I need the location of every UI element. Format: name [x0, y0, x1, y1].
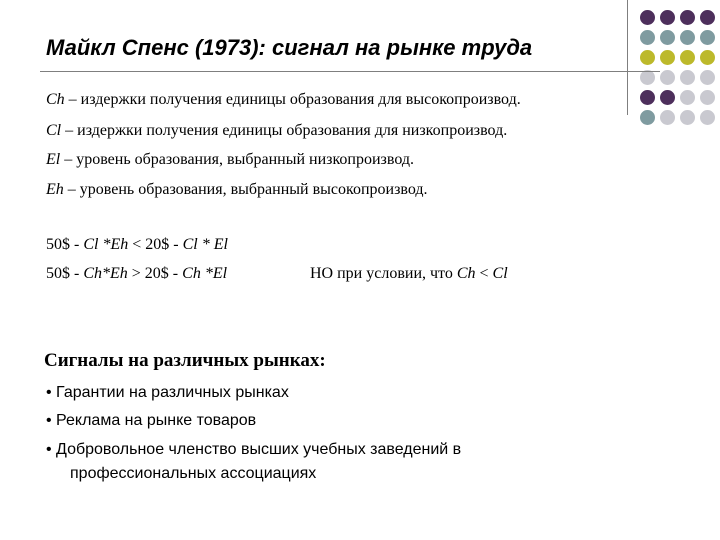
decorative-dot — [660, 110, 675, 125]
vertical-divider — [627, 0, 628, 115]
decorative-dot — [700, 10, 715, 25]
decorative-dot — [640, 110, 655, 125]
decorative-dot — [680, 110, 695, 125]
decorative-dot — [640, 50, 655, 65]
decorative-dot — [700, 50, 715, 65]
decorative-dot — [660, 10, 675, 25]
decorative-dot — [680, 90, 695, 105]
section-heading: Сигналы на различных рынках: — [44, 350, 326, 371]
decorative-dot — [660, 70, 675, 85]
definition-el — [46, 150, 414, 170]
definition-eh — [46, 180, 428, 200]
inequality-high — [46, 264, 227, 284]
condition-part: < — [475, 265, 493, 282]
horizontal-divider — [40, 71, 660, 72]
slide-title: Майкл Спенс (1973): сигнал на рынке труда — [46, 35, 533, 60]
inequality-part: 50$ - — [46, 236, 84, 253]
decorative-dot — [680, 30, 695, 45]
symbol-cl: Cl — [46, 122, 62, 139]
decorative-dot — [700, 30, 715, 45]
decorative-dot — [640, 30, 655, 45]
definition-text: – издержки получения единицы образования для высокопроизвод. — [64, 91, 521, 108]
definition-cl — [46, 121, 507, 141]
decorative-dot — [640, 90, 655, 105]
definition-text: – издержки получения единицы образования для низкопроизвод. — [61, 122, 508, 139]
inequality-term: Ch *El — [182, 265, 228, 282]
decorative-dot — [700, 70, 715, 85]
decorative-dot — [680, 10, 695, 25]
decorative-dot-grid — [640, 10, 720, 140]
condition-part: НО при условии, что — [310, 265, 457, 282]
decorative-dot — [700, 90, 715, 105]
inequality-low — [46, 235, 228, 255]
definition-text: – уровень образования, выбранный высокопроизвод. — [63, 181, 428, 198]
definition-ch — [46, 90, 521, 110]
symbol-el: El — [46, 151, 61, 168]
inequality-term: Ch*Eh — [83, 265, 128, 282]
symbol-eh: Eh — [46, 181, 64, 198]
decorative-dot — [680, 70, 695, 85]
decorative-dot — [680, 50, 695, 65]
definition-text: – уровень образования, выбранный низкопроизвод. — [60, 151, 414, 168]
inequality-part: > 20$ - — [127, 265, 183, 282]
decorative-dot — [640, 70, 655, 85]
inequality-part: 50$ - — [46, 265, 84, 282]
condition-text — [310, 264, 508, 284]
decorative-dot — [660, 30, 675, 45]
list-item: • Добровольное членство высших учебных заведений в — [46, 441, 462, 458]
symbol-ch: Ch — [46, 91, 65, 108]
condition-term: Ch — [456, 265, 476, 282]
list-item: • Реклама на рынке товаров — [46, 412, 257, 429]
decorative-dot — [640, 10, 655, 25]
list-item: • Гарантии на различных рынках — [46, 384, 289, 401]
decorative-dot — [660, 50, 675, 65]
list-item-continuation: профессиональных ассоциациях — [70, 465, 317, 482]
inequality-term: Cl *Eh — [83, 236, 129, 253]
condition-term: Cl — [492, 265, 508, 282]
decorative-dot — [700, 110, 715, 125]
inequality-term: Cl * El — [182, 236, 228, 253]
decorative-dot — [660, 90, 675, 105]
inequality-part: < 20$ - — [128, 236, 183, 253]
